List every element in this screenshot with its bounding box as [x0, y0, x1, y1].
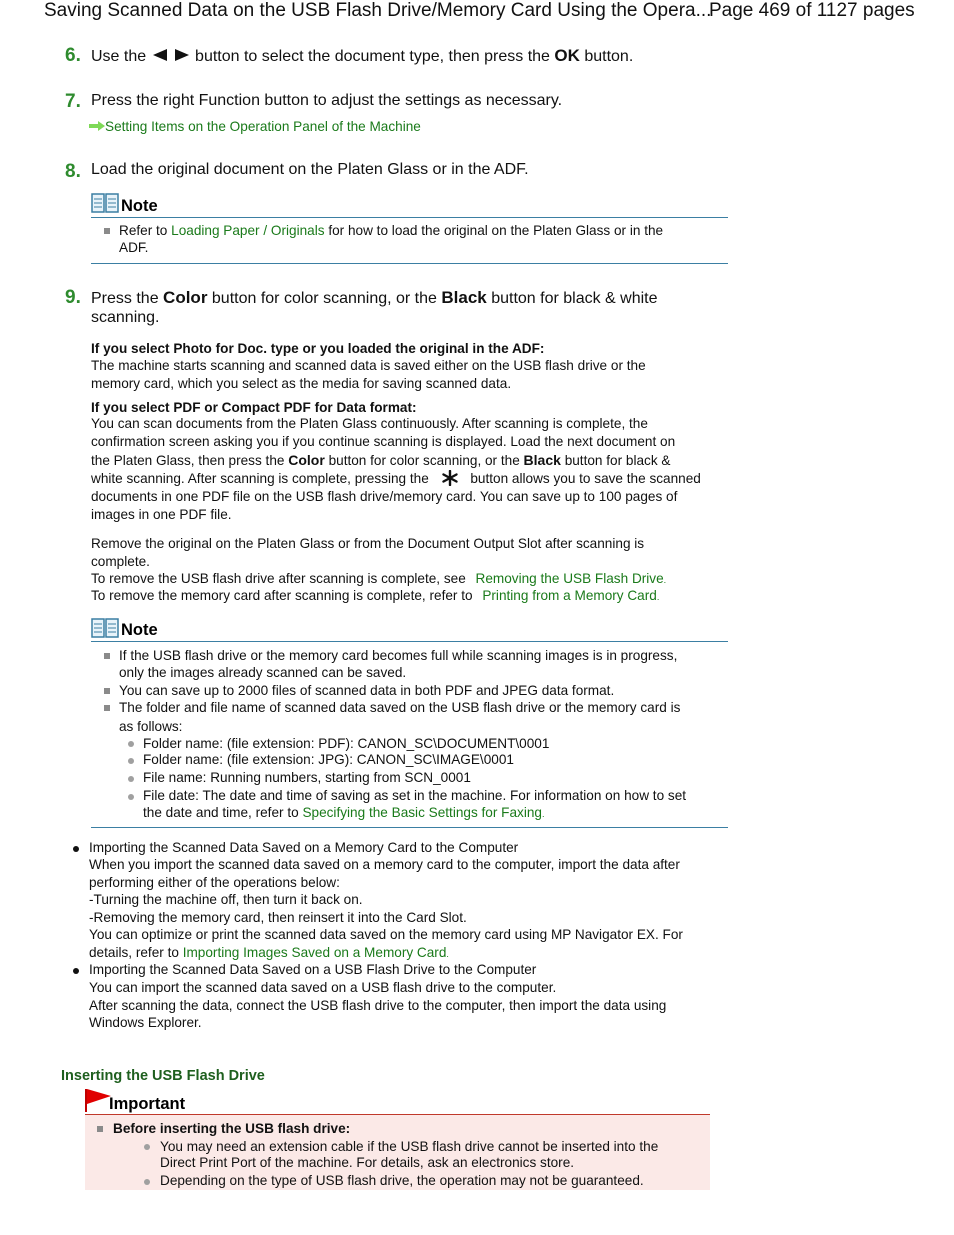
- square-bullet-icon: [104, 228, 110, 234]
- basic-settings-faxing-link[interactable]: Specifying the Basic Settings for Faxing: [302, 805, 542, 820]
- paragraph-line: After scanning the data, connect the USB flash drive to the computer, then import the data using: [89, 998, 667, 1013]
- paragraph-line: memory card, which you select as the media for saving scanned data.: [91, 376, 512, 391]
- step-6-text-a: Use the: [91, 48, 147, 65]
- step-6-text-b: button to select the document type, then press the: [195, 48, 550, 65]
- text-fragment: the date and time, refer to: [143, 805, 299, 820]
- step-8-text: Load the original document on the Platen Glass or in the ADF.: [91, 161, 529, 178]
- note-item-line: You can save up to 2000 files of scanned data in both PDF and JPEG data format.: [119, 683, 615, 698]
- important-heading: Before inserting the USB flash drive:: [113, 1121, 351, 1136]
- round-bullet-icon: [128, 741, 134, 747]
- step-7-text: Press the right Function button to adjust the settings as necessary.: [91, 92, 563, 109]
- left-right-arrows-icon: [153, 48, 189, 66]
- bullet-title: Importing the Scanned Data Saved on a Memory Card to the Computer: [89, 840, 519, 855]
- step-number: 7.: [65, 91, 81, 112]
- note-title: Note: [121, 621, 158, 639]
- paragraph-line: The machine starts scanning and scanned data is saved either on the USB flash drive or the: [91, 358, 646, 373]
- square-bullet-icon: [104, 688, 110, 694]
- link-arrow-icon: [89, 118, 105, 136]
- step-9-text-c: button for black & white: [491, 290, 658, 307]
- paragraph-line: You can optimize or print the scanned data saved on the memory card using MP Navigator EX. For: [89, 927, 683, 942]
- paragraph-line: performing either of the operations below:: [89, 875, 340, 890]
- text-fragment: white scanning. After scanning is complete, pressing the: [91, 471, 429, 486]
- square-bullet-icon: [104, 653, 110, 659]
- sub-item: Folder name: (file extension: JPG): CANON_SC\IMAGE\0001: [143, 752, 514, 767]
- note-text-line-1: [119, 222, 663, 240]
- sub-item: File date: The date and time of saving as set in the machine. For information on how to set: [143, 788, 687, 803]
- paragraph-line: To remove the memory card after scanning is complete, refer to Printing from a Memory Card.: [91, 588, 660, 603]
- color-button-label: Color: [288, 452, 325, 468]
- step-9-text-line-1: [91, 288, 658, 308]
- important-item: You may need an extension cable if the USB flash drive cannot be inserted into the: [160, 1139, 659, 1154]
- text-fragment: the Platen Glass, then press the: [91, 453, 285, 468]
- note-text-line-2: ADF.: [119, 240, 149, 255]
- color-button-label: Color: [163, 288, 208, 307]
- paragraph-line: You can scan documents from the Platen Glass continuously. After scanning is complete, the: [91, 416, 648, 431]
- note-divider: [91, 641, 728, 642]
- bullet-dot-icon: [73, 846, 79, 852]
- paragraph-line: details, refer to Importing Images Saved on a Memory Card.: [89, 945, 449, 960]
- setting-items-link[interactable]: Setting Items on the Operation Panel of the Machine: [105, 119, 421, 134]
- paragraph-line: images in one PDF file.: [91, 507, 232, 522]
- sub-item: Folder name: (file extension: PDF): CANON_SC\DOCUMENT\0001: [143, 736, 550, 751]
- text-fragment: details, refer to: [89, 945, 179, 960]
- note-item-line: The folder and file name of scanned data saved on the USB flash drive or the memory card is: [119, 700, 681, 715]
- round-bullet-icon: [128, 776, 134, 782]
- note-item-line: If the USB flash drive or the memory card becomes full while scanning images is in progress,: [119, 648, 678, 663]
- paragraph-line: You can import the scanned data saved on a USB flash drive to the computer.: [89, 980, 557, 995]
- paragraph-line: -Removing the memory card, then reinsert it into the Card Slot.: [89, 910, 467, 925]
- round-bullet-icon: [128, 758, 134, 764]
- square-bullet-icon: [104, 705, 110, 711]
- important-item-line-2: Direct Print Port of the machine. For details, ask an electronics store.: [160, 1155, 575, 1170]
- step-9-text-a: Press the: [91, 290, 159, 307]
- paragraph-line: complete.: [91, 554, 150, 569]
- bullet-dot-icon: [73, 968, 79, 974]
- page-header-page-info: Page 469 of 1127 pages: [709, 0, 915, 21]
- sub-item: File name: Running numbers, starting from SCN_0001: [143, 770, 471, 785]
- important-title: Important: [109, 1095, 186, 1113]
- paragraph-line: Windows Explorer.: [89, 1015, 202, 1030]
- printing-memory-card-link[interactable]: Printing from a Memory Card: [482, 588, 657, 603]
- square-bullet-icon: [97, 1126, 103, 1132]
- step-number: 6.: [65, 45, 81, 66]
- paragraph-line: -Turning the machine off, then turn it back on.: [89, 892, 363, 907]
- subheading-pdf: If you select PDF or Compact PDF for Data format:: [91, 400, 417, 415]
- note-title: Note: [121, 197, 158, 215]
- step-6-text-c: button.: [584, 48, 634, 65]
- sub-item-line-2: the date and time, refer to Specifying the Basic Settings for Faxing.: [143, 805, 545, 820]
- paragraph-line: [91, 451, 670, 470]
- round-bullet-icon: [144, 1144, 150, 1150]
- note-book-icon: [91, 192, 119, 219]
- importing-images-link[interactable]: Importing Images Saved on a Memory Card: [182, 945, 447, 960]
- text-fragment: button allows you to save the scanned: [470, 471, 701, 486]
- round-bullet-icon: [128, 794, 134, 800]
- paragraph-line: confirmation screen asking you if you continue scanning is displayed. Load the next document on: [91, 434, 676, 449]
- black-button-label: Black: [441, 288, 487, 307]
- text-fragment: To remove the memory card after scanning is complete, refer to: [91, 588, 473, 603]
- ok-button-label: OK: [554, 46, 580, 65]
- note-divider: [91, 827, 728, 828]
- note-text-a: Refer to: [119, 223, 168, 238]
- round-bullet-icon: [144, 1179, 150, 1185]
- note-divider: [91, 217, 728, 218]
- note-book-icon: [91, 617, 119, 644]
- bullet-title: Importing the Scanned Data Saved on a USB Flash Drive to the Computer: [89, 962, 537, 977]
- step-number: 9.: [65, 287, 81, 308]
- step-7-link-row: [89, 118, 421, 136]
- black-button-label: Black: [523, 452, 561, 468]
- step-number: 8.: [65, 161, 81, 182]
- important-item: Depending on the type of USB flash drive, the operation may not be guaranteed.: [160, 1173, 644, 1188]
- note-item-line: as follows:: [119, 719, 183, 734]
- paragraph-line: documents in one PDF file on the USB flash drive/memory card. You can save up to 100 pages of: [91, 489, 678, 504]
- paragraph-line: Remove the original on the Platen Glass or from the Document Output Slot after scanning is: [91, 536, 645, 551]
- note-text-b: for how to load the original on the Platen Glass or in the: [328, 223, 664, 238]
- section-heading: Inserting the USB Flash Drive: [61, 1068, 265, 1084]
- text-fragment: button for color scanning, or the: [328, 453, 520, 468]
- note-divider: [91, 263, 728, 264]
- step-9-text-line-2: scanning.: [91, 309, 160, 326]
- removing-usb-link[interactable]: Removing the USB Flash Drive: [475, 571, 664, 586]
- note-item-line: only the images already scanned can be saved.: [119, 665, 407, 680]
- step-9-text-b: button for color scanning, or the: [211, 290, 437, 307]
- paragraph-line: When you import the scanned data saved on a memory card to the computer, import the data after: [89, 857, 680, 872]
- text-fragment: button for black &: [564, 453, 671, 468]
- page-header-title: Saving Scanned Data on the USB Flash Drive/Memory Card Using the Opera...: [44, 0, 712, 21]
- loading-paper-link[interactable]: Loading Paper / Originals: [171, 223, 325, 238]
- important-divider: [85, 1114, 710, 1115]
- paragraph-line: To remove the USB flash drive after scanning is complete, see Removing the USB Flash Drive.: [91, 571, 667, 586]
- subheading-photo-adf: If you select Photo for Doc. type or you loaded the original in the ADF:: [91, 341, 545, 356]
- step-6-text: [91, 46, 633, 66]
- text-fragment: To remove the USB flash drive after scanning is complete, see: [91, 571, 466, 586]
